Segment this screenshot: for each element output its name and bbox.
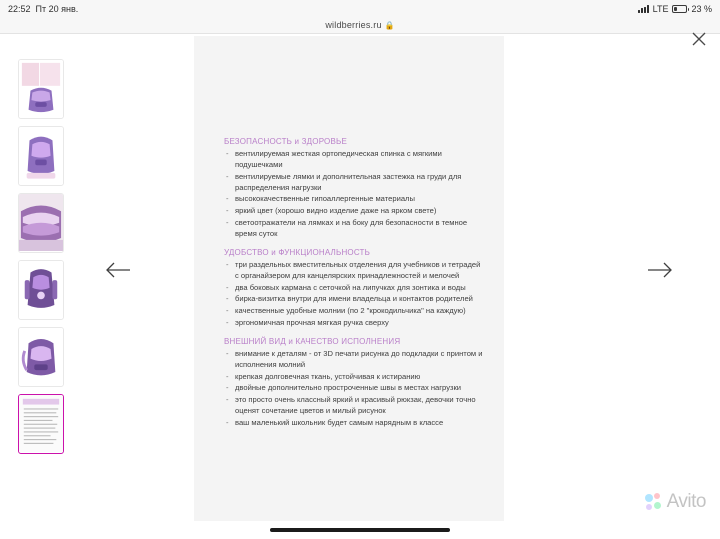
list-item: - вентилируемая жесткая ортопедическая спинка с мягкими подушечками bbox=[224, 149, 484, 171]
section-title: УДОБСТВО и ФУНКЦИОНАЛЬНОСТЬ bbox=[224, 247, 371, 257]
list-item: - эргономичная прочная мягкая ручка сверху bbox=[224, 318, 484, 329]
thumbnail-strip bbox=[18, 59, 66, 454]
list-item: - вентилируемые лямки и дополнительная застежка на груди для распределения нагрузки bbox=[224, 172, 484, 194]
list-item: - яркий цвет (хорошо видно изделие даже на ярком свете) bbox=[224, 206, 484, 217]
status-bar bbox=[0, 0, 720, 17]
battery-icon bbox=[672, 5, 687, 13]
arrow-left-icon[interactable] bbox=[103, 255, 133, 285]
close-icon[interactable] bbox=[688, 28, 710, 50]
avito-logo-icon bbox=[645, 493, 663, 511]
list-item: - это просто очень классный яркий и красивый рюкзак, девочки точно оценят сочетание цветов и милый рисунок bbox=[224, 395, 484, 417]
list-item: - качественные удобные молнии (по 2 "крокодильчика" на каждую) bbox=[224, 306, 484, 317]
arrow-right-icon[interactable] bbox=[645, 255, 675, 285]
lock-icon: 🔒 bbox=[384, 20, 395, 30]
thumbnail-item-4[interactable] bbox=[18, 260, 64, 320]
list-item: - ваш маленький школьник будет самым нарядным в классе bbox=[224, 418, 484, 429]
network-label: LTE bbox=[652, 3, 669, 14]
thumbnail-item-1[interactable] bbox=[18, 59, 64, 119]
thumbnail-item-6[interactable] bbox=[18, 394, 64, 454]
thumbnail-item-5[interactable] bbox=[18, 327, 64, 387]
list-item: - крепкая долговечная ткань, устойчивая к истиранию bbox=[224, 372, 484, 383]
thumbnail-item-3[interactable] bbox=[18, 193, 64, 253]
avito-watermark bbox=[645, 491, 706, 513]
section-bullet-list bbox=[224, 260, 484, 329]
signal-bars-icon bbox=[638, 5, 649, 13]
section-title: БЕЗОПАСНОСТЬ и ЗДОРОВЬЕ bbox=[224, 137, 348, 146]
section-bullet-list bbox=[224, 149, 484, 239]
section-title: ВНЕШНИЙ ВИД и КАЧЕСТВО ИСПОЛНЕНИЯ bbox=[224, 336, 401, 346]
status-bar-left bbox=[8, 4, 78, 14]
product-description-page bbox=[194, 36, 504, 521]
description-section-appearance bbox=[224, 336, 484, 429]
list-item: - внимание к деталям - от 3D печати рисунка до подкладки с принтом и исполнения молний bbox=[224, 349, 484, 371]
url-text: wildberries.ru bbox=[325, 20, 382, 30]
battery-label: 23 % bbox=[691, 3, 712, 14]
browser-url-bar[interactable] bbox=[0, 17, 720, 34]
list-item: - три раздельных вместительных отделения для учебников и тетрадей с органайзером для канцелярских принадлежностей и мелочей bbox=[224, 260, 484, 282]
clock: 22:52 bbox=[8, 3, 31, 14]
list-item: - два боковых кармана с сеточкой на липучках для зонтика и воды bbox=[224, 283, 484, 294]
section-bullet-list bbox=[224, 349, 484, 428]
list-item: - высококачественные гипоаллергенные материалы bbox=[224, 194, 484, 205]
avito-watermark-text: Avito bbox=[666, 491, 706, 512]
description-content bbox=[224, 136, 484, 435]
thumbnail-item-2[interactable] bbox=[18, 126, 64, 186]
list-item: - бирка-визитка внутри для имени владельца и контактов родителей bbox=[224, 294, 484, 305]
home-indicator[interactable] bbox=[270, 528, 450, 532]
status-bar-right bbox=[638, 4, 712, 14]
description-section-comfort bbox=[224, 247, 484, 329]
description-section-safety bbox=[224, 136, 484, 240]
date-label: Пт 20 янв. bbox=[35, 3, 79, 14]
list-item: - двойные дополнительно простроченные швы в местах нагрузки bbox=[224, 383, 484, 394]
list-item: - светоотражатели на лямках и на боку для безопасности в темное время суток bbox=[224, 218, 484, 240]
